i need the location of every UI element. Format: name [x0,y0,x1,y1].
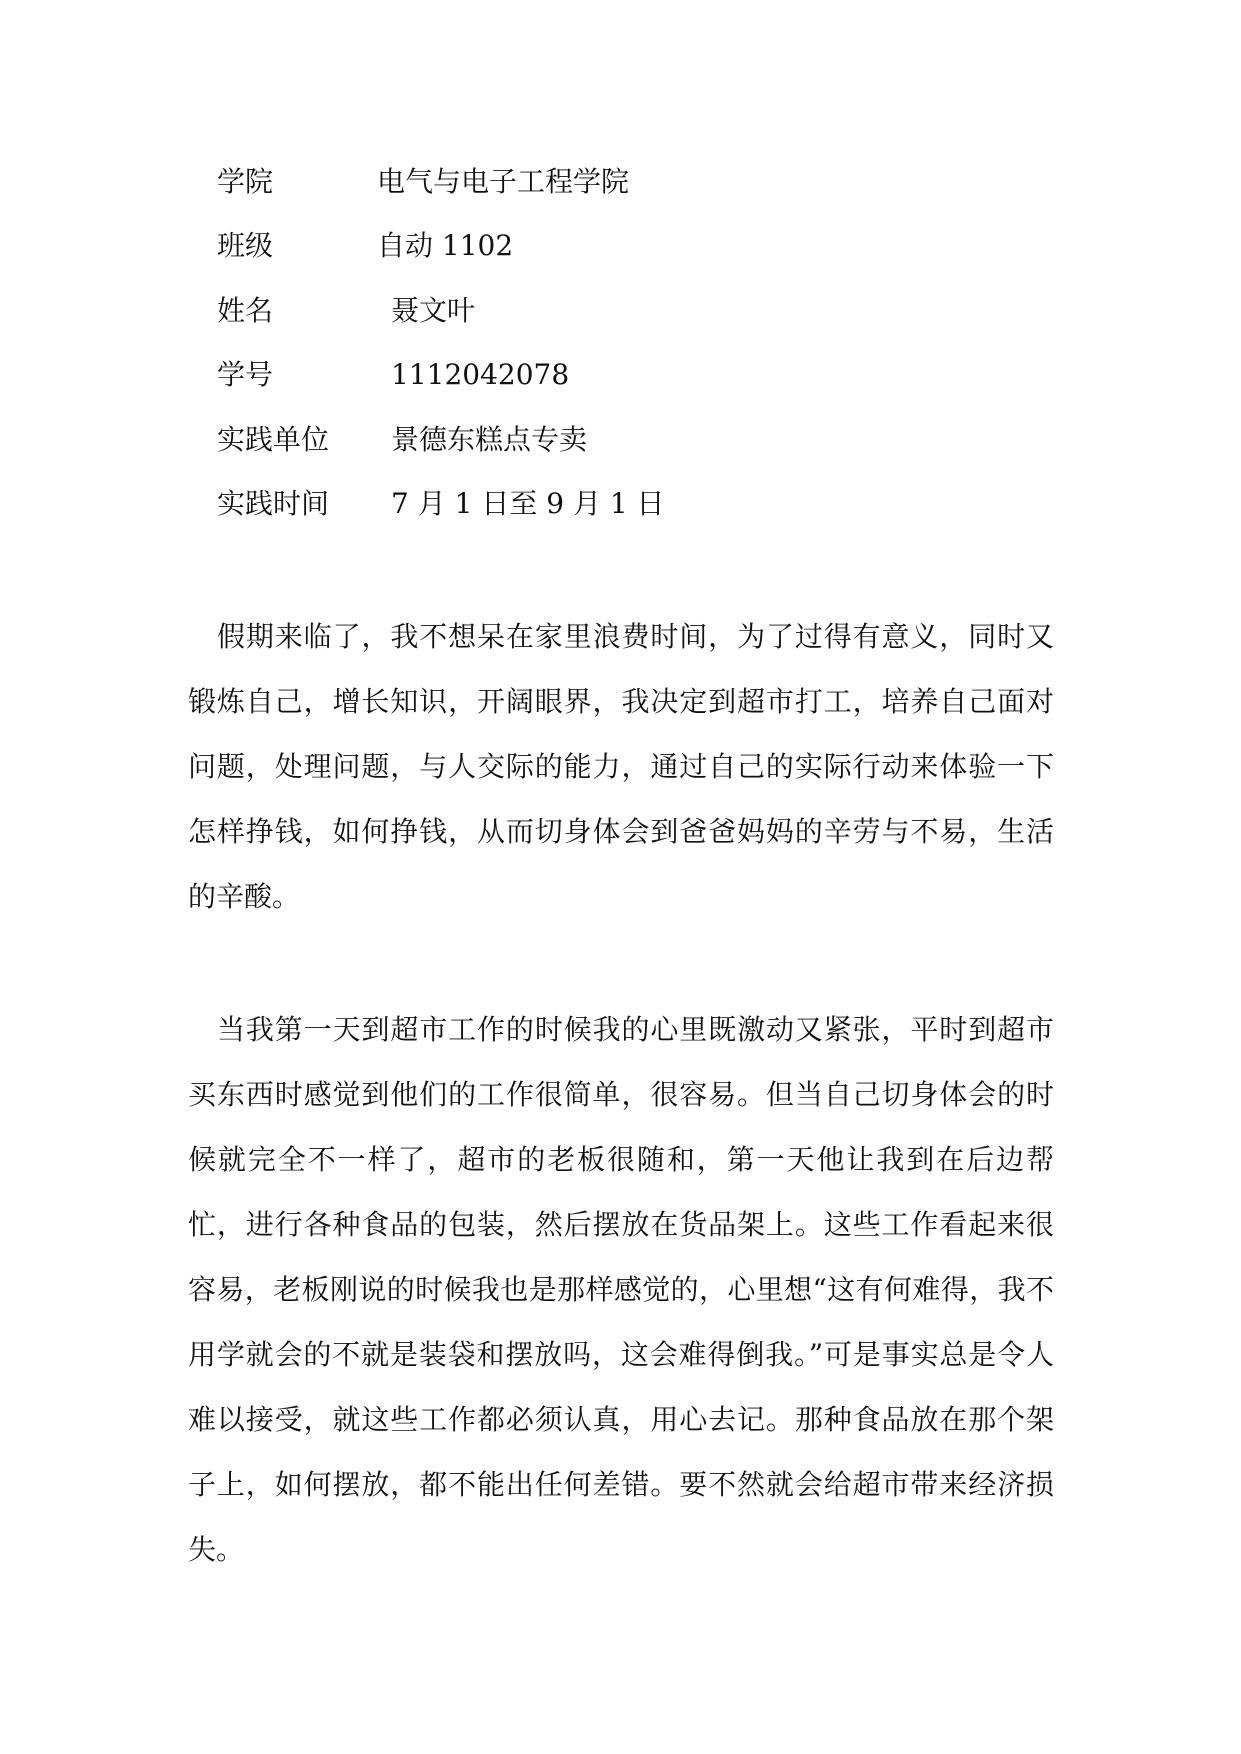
info-label-college: 学院 [217,165,274,198]
info-label-practice-time: 实践时间 [217,487,330,520]
info-value-name: 聂文叶 [391,294,476,327]
info-value-class: 自动 1102 [377,229,514,262]
info-label-student-id: 学号 [217,358,274,391]
paragraph-intro: 假期来临了，我不想呆在家里浪费时间，为了过得有意义，同时又锻炼自己，增长知识，开阔眼界，我决定到超市打工，培养自己面对问题，处理问题，与人交际的能力，通过自己的实际行动来体验一下怎样挣钱，如何挣钱，从而切身体会到爸爸妈妈的辛劳与不易，生活的辛酸。 [188,620,1054,913]
paragraph-first-day: 当我第一天到超市工作的时候我的心里既激动又紧张，平时到超市买东西时感觉到他们的工作很简单，很容易。但当自己切身体会的时候就完全不一样了，超市的老板很随和，第一天他让我到在后边帮忙，进行各种食品的包装，然后摆放在货品架上。这些工作看起来很容易，老板刚说的时候我也是那样感觉的，心里想“这有何难得，我不用学就会的不就是装袋和摆放吗，这会难得倒我。”可是事实总是令人难以接受，就这些工作都必须认真，用心去记。那种食品放在那个架子上，如何摆放，都不能出任何差错。要不然就会给超市带来经济损失。 [188,1013,1054,1566]
info-value-practice-unit: 景德东糕点专卖 [391,423,588,456]
info-label-class: 班级 [217,229,274,262]
info-value-college: 电气与电子工程学院 [377,165,630,198]
info-value-practice-time: 7 月 1 日至 9 月 1 日 [391,487,665,520]
info-label-name: 姓名 [217,294,274,327]
info-label-practice-unit: 实践单位 [217,423,330,456]
info-value-student-id: 1112042078 [391,358,570,391]
